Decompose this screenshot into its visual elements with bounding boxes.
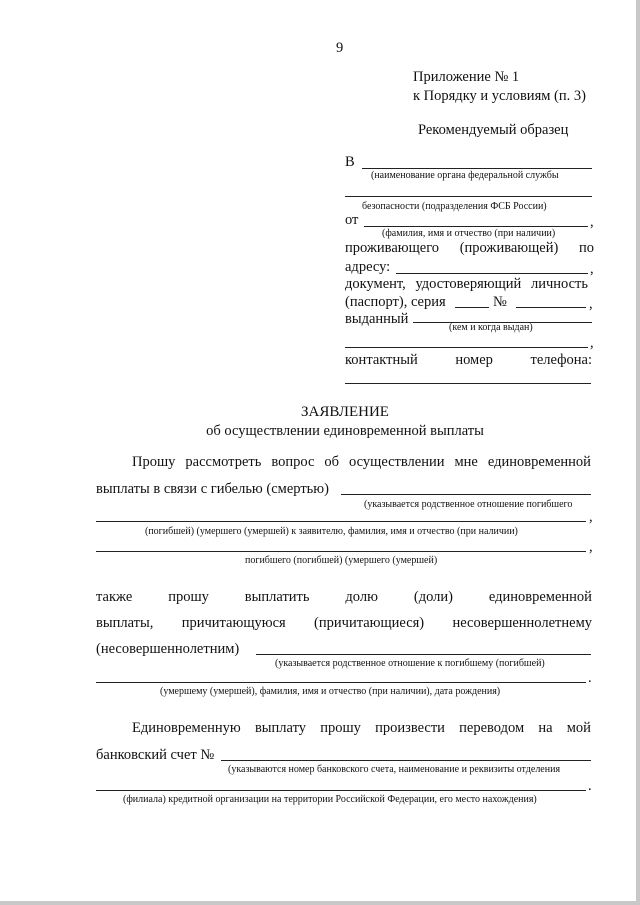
- appendix-title: Приложение № 1: [413, 69, 520, 85]
- para3-word: на: [538, 720, 553, 736]
- para3-word: прошу: [320, 720, 361, 736]
- to-label: В: [345, 154, 355, 170]
- from-caption: (фамилия, имя и отчество (при наличии): [382, 228, 556, 239]
- document-word: документ,: [345, 276, 406, 292]
- para1-line1: [132, 454, 591, 470]
- para3-line1: [132, 720, 591, 736]
- residing-word: проживающего: [345, 240, 440, 256]
- contact-word: контактный: [345, 352, 418, 368]
- to-field-line-2[interactable]: [345, 196, 592, 197]
- from-comma: ,: [590, 214, 594, 230]
- para3-line2: банковский счет №: [96, 747, 215, 763]
- issued-comma: ,: [590, 335, 594, 351]
- para1-comma-2: ,: [589, 539, 593, 555]
- para1-word: единовременной: [487, 454, 591, 470]
- contact-word: телефона:: [530, 352, 592, 368]
- residing-line: [345, 240, 594, 256]
- address-comma: ,: [590, 261, 594, 277]
- document-word: личность: [530, 276, 588, 292]
- para1-field-line-1[interactable]: [341, 494, 591, 495]
- para3-field-line-1[interactable]: [221, 760, 591, 761]
- para2-word: выплаты,: [96, 615, 154, 631]
- page-edge-bottom: [0, 901, 640, 905]
- para2-field-line-1[interactable]: [256, 654, 591, 655]
- para3-word: Единовременную: [132, 720, 241, 736]
- para3-word: мой: [566, 720, 591, 736]
- issued-caption: (кем и когда выдан): [449, 322, 533, 333]
- address-field-line[interactable]: [396, 273, 588, 274]
- para2-period: .: [588, 670, 592, 686]
- sample-label: Рекомендуемый образец: [418, 122, 569, 138]
- to-field-line[interactable]: [362, 168, 592, 169]
- para1-field-line-2[interactable]: [96, 521, 586, 522]
- para1-line2: выплаты в связи с гибелью (смертью): [96, 481, 329, 497]
- para1-caption-1: (указывается родственное отношение погибшего: [364, 499, 573, 510]
- from-label: от: [345, 212, 359, 228]
- para1-caption-2: (погибшей) (умершего (умершей) к заявителю, фамилия, имя и отчество (при наличии): [145, 526, 518, 537]
- para1-comma-1: ,: [589, 509, 593, 525]
- contact-field-line[interactable]: [345, 383, 591, 384]
- document-line: [345, 276, 588, 292]
- para1-word: Прошу: [132, 454, 176, 470]
- number-sign: №: [493, 294, 507, 310]
- para1-word: вопрос: [271, 454, 315, 470]
- para2-line3: (несовершеннолетним): [96, 641, 240, 657]
- para2-word: единовременной: [488, 589, 592, 605]
- passport-number-line[interactable]: [516, 307, 586, 308]
- contact-line: [345, 352, 592, 368]
- document-heading: ЗАЯВЛЕНИЕ: [301, 404, 389, 420]
- contact-word: номер: [455, 352, 493, 368]
- para2-word: причитающуюся: [181, 615, 286, 631]
- document-subheading: об осуществлении единовременной выплаты: [206, 423, 484, 439]
- para2-word: также: [96, 589, 133, 605]
- page-edge-right: [636, 0, 640, 905]
- para2-word: долю: [345, 589, 378, 605]
- para1-word: осуществлении: [349, 454, 445, 470]
- para2-word: несовершеннолетнему: [452, 615, 592, 631]
- para2-word: (причитающиеся): [314, 615, 425, 631]
- para3-caption-2: (филиала) кредитной организации на территории Российской Федерации, его место нахождения): [123, 794, 537, 805]
- para2-caption-2: (умершему (умершей), фамилия, имя и отчество (при наличии), дата рождения): [160, 686, 501, 697]
- para1-field-line-3[interactable]: [96, 551, 586, 552]
- from-field-line[interactable]: [364, 226, 588, 227]
- appendix-reference: к Порядку и условиям (п. 3): [413, 88, 586, 104]
- page-number: 9: [336, 40, 344, 56]
- issued-field-line-2[interactable]: [345, 347, 588, 348]
- para1-word: об: [324, 454, 340, 470]
- residing-word: (проживающей): [459, 240, 559, 256]
- to-caption-1: (наименование органа федеральной службы: [371, 170, 559, 181]
- para2-word: выплатить: [244, 589, 310, 605]
- passport-label: (паспорт), серия: [345, 294, 446, 310]
- para2-line2: [96, 615, 592, 631]
- para2-word: прошу: [168, 589, 209, 605]
- para2-line1: [96, 589, 592, 605]
- para3-word: выплату: [254, 720, 306, 736]
- document-word: удостоверяющий: [415, 276, 522, 292]
- para3-period: .: [588, 778, 592, 794]
- para1-word: мне: [454, 454, 478, 470]
- para3-caption-1: (указываются номер банковского счета, наименование и реквизиты отделения: [228, 764, 561, 775]
- para1-caption-3: погибшего (погибшей) (умершего (умершей): [245, 555, 438, 566]
- para3-word: переводом: [459, 720, 525, 736]
- to-caption-2: безопасности (подразделения ФСБ России): [362, 201, 547, 212]
- para3-word: произвести: [375, 720, 445, 736]
- passport-comma: ,: [589, 296, 593, 312]
- address-label: адресу:: [345, 259, 391, 275]
- para3-field-line-2[interactable]: [96, 790, 586, 791]
- passport-series-line[interactable]: [455, 307, 489, 308]
- para2-field-line-2[interactable]: [96, 682, 586, 683]
- para2-caption-1: (указывается родственное отношение к погибшему (погибшей): [275, 658, 545, 669]
- residing-word: по: [578, 240, 594, 256]
- para1-word: рассмотреть: [185, 454, 262, 470]
- para2-word: (доли): [413, 589, 453, 605]
- issued-label: выданный: [345, 311, 409, 327]
